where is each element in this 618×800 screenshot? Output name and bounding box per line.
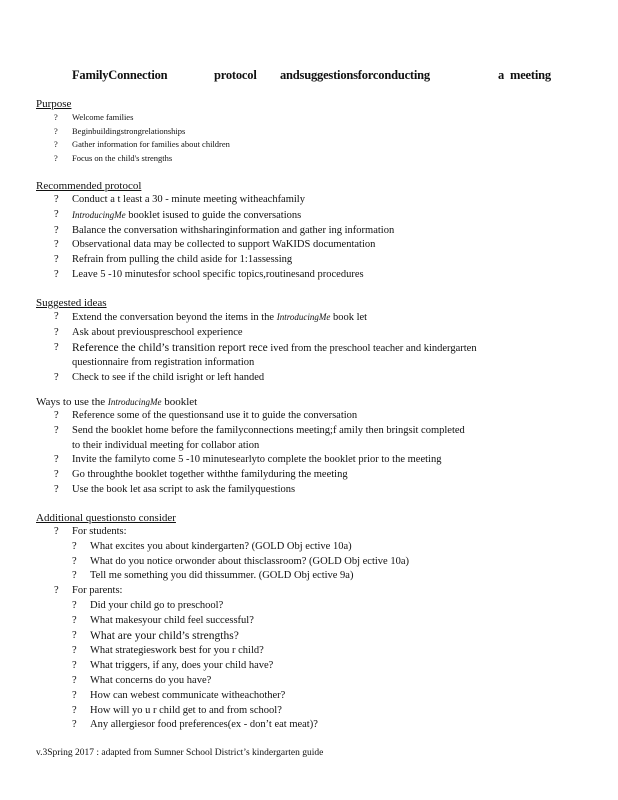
protocol-item-text: Observational data may be collected to support WaKIDS documentation [72,239,376,251]
ways-item-text: to their individual meeting for collabor ation [72,439,260,451]
bullet-icon: ? [54,311,59,322]
parent-question [36,689,596,704]
purpose-item [36,152,596,166]
students-group [36,525,596,540]
bullet-icon: ? [72,704,77,716]
bullet-icon: ? [54,208,59,220]
bullet-icon: ? [72,599,77,611]
bullet-icon: ? [54,424,59,436]
parent-question [36,674,596,689]
bullet-icon: ? [54,483,59,495]
parent-question-text: Any allergiesor food preferences(ex - don’t eat meat)? [90,719,318,731]
bullet-icon: ? [54,469,59,481]
bullet-icon: ? [72,645,77,657]
ways-item-text: Use the book let asa script to ask the familyquestions [72,483,296,495]
idea-item [36,341,596,357]
parent-question-text: What makesyour child feel successful? [90,614,254,626]
bullet-icon: ? [54,254,59,266]
bullet-icon: ? [54,239,59,251]
idea-item-text: Reference the child’s transition report rece [72,341,268,354]
document-title [72,68,552,83]
title-part-3: andsuggestionsforconducting [280,68,430,82]
ideas-heading: Suggested ideas [36,297,107,309]
parent-question-text: What are your child’s strengths? [90,629,239,642]
additional-heading: Additional questionsto consider [36,512,176,524]
student-question [36,569,596,584]
bullet-icon: ? [54,585,59,597]
parents-group [36,584,596,599]
ways-item-text: Invite the familyto come 5 -10 minutesearlyto complete the booklet prior to the meeting [72,454,442,466]
parents-group-list [36,584,596,599]
protocol-section [36,180,596,283]
bullet-icon: ? [54,341,59,353]
purpose-heading: Purpose [36,98,72,110]
protocol-item [36,224,596,239]
purpose-item [36,125,596,139]
bullet-icon: ? [72,719,77,731]
protocol-item-text: Conduct a t least a 30 - minute meeting witheachfamily [72,194,305,205]
ways-item [36,468,596,483]
bullet-icon: ? [54,372,59,384]
ways-item-text: Go throughthe booklet together withthe familyduring the meeting [72,469,348,481]
parent-question [36,704,596,719]
students-label: For students: [72,526,127,537]
bullet-icon: ? [54,454,59,466]
bullet-icon: ? [54,139,58,149]
ways-item [36,424,596,439]
idea-item-text: Check to see if the child isright or left handed [72,372,265,384]
bullet-icon: ? [54,268,59,280]
idea-item-italic: IntroducingMe [276,312,331,322]
idea-item-text: Ask about previouspreschool experience [72,326,243,338]
protocol-item-italic: IntroducingMe [72,209,126,220]
students-question-list [36,540,596,584]
ways-heading-italic: IntroducingMe [107,397,162,407]
ways-list [36,409,596,498]
purpose-item-text: Focus on the child's strengths [72,152,173,163]
footer-note: v.3Spring 2017 : adapted from Sumner School District’s kindergarten guide [36,748,324,758]
ways-item-continuation [36,439,596,454]
parent-question-text: What concerns do you have? [90,674,212,686]
protocol-item-text: booklet isused to guide the conversations [125,209,302,221]
title-part-1: FamilyConnection [72,68,168,82]
purpose-item-text: Gather information for families about children [72,139,230,149]
protocol-item-text: Refrain from pulling the child aside for 1:1assessing [72,254,293,266]
parent-question-text: What triggers, if any, does your child have? [90,660,274,672]
protocol-item [36,253,596,268]
bullet-icon: ? [54,526,59,537]
bullet-icon: ? [72,629,77,641]
ways-section [36,396,596,498]
ways-item [36,483,596,498]
parent-question [36,629,596,645]
ways-item [36,453,596,468]
parent-question [36,644,596,659]
ways-item-text: Send the booklet home before the familyconnections meeting;f amily then bringsit completed [72,424,465,436]
idea-item-text: questionnaire from registration information [72,357,255,369]
bullet-icon: ? [72,614,77,626]
idea-item-text: Extend the conversation beyond the items in the [72,312,277,323]
protocol-heading: Recommended protocol [36,180,142,192]
student-question [36,540,596,555]
bullet-icon: ? [54,112,58,122]
bullet-icon: ? [72,540,77,552]
purpose-section [36,98,596,165]
bullet-icon: ? [54,125,58,136]
parent-question-text: Did your child go to preschool? [90,599,224,611]
protocol-item [36,268,596,283]
protocol-item-text: Leave 5 -10 minutesfor school specific topics,routinesand procedures [72,268,364,280]
idea-item [36,371,596,386]
title-part-2: protocol [214,68,257,82]
title-part-4: a [498,68,505,82]
purpose-item [36,138,596,152]
protocol-item [36,193,596,208]
parents-label: For parents: [72,585,123,597]
ways-heading-pre: Ways to use the [36,396,108,408]
purpose-item-text: Welcome families [72,112,134,122]
ways-item [36,409,596,424]
bullet-icon: ? [72,660,77,672]
student-question [36,555,596,570]
protocol-item [36,238,596,253]
bullet-icon: ? [54,152,58,163]
purpose-item [36,111,596,125]
bullet-icon: ? [72,555,77,567]
bullet-icon: ? [54,224,59,236]
parent-question [36,614,596,629]
ways-heading-post: booklet [161,396,198,408]
bullet-icon: ? [72,689,77,701]
student-question-text: What excites you about kindergarten? (GOLD Obj ective 10a) [90,540,352,552]
ways-heading [36,396,596,409]
parent-question [36,599,596,614]
purpose-item-text: Beginbuildingstrongrelationships [72,125,186,136]
bullet-icon: ? [72,674,77,686]
idea-item-text: ived from the preschool teacher and kindergarten [267,342,477,354]
title-part-5: meeting [510,68,551,82]
idea-item [36,326,596,341]
ideas-list [36,310,596,386]
parent-question-text: How will yo u r child get to and from school? [90,704,282,716]
idea-item-text: book let [330,312,368,323]
purpose-list [36,111,596,165]
idea-item [36,310,596,326]
student-question-text: What do you notice orwonder about thisclassroom? (GOLD Obj ective 10a) [90,555,409,567]
bullet-icon: ? [54,194,59,205]
bullet-icon: ? [72,570,77,582]
parent-question-text: How can webest communicate witheachother? [90,689,286,701]
parent-question-text: What strategieswork best for you r child? [90,645,264,657]
parents-question-list [36,599,596,733]
protocol-item [36,208,596,224]
bullet-icon: ? [54,326,59,338]
protocol-item-text: Balance the conversation withsharinginformation and gather ing information [72,224,395,236]
ways-item-text: Reference some of the questionsand use it to guide the conversation [72,410,358,421]
additional-list [36,525,596,540]
protocol-list [36,193,596,283]
student-question-text: Tell me something you did thissummer. (GOLD Obj ective 9a) [90,570,354,582]
parent-question [36,659,596,674]
ideas-section [36,297,596,386]
bullet-icon: ? [54,410,59,421]
parent-question [36,718,596,733]
additional-section [36,512,596,733]
idea-item-continuation [36,356,596,371]
